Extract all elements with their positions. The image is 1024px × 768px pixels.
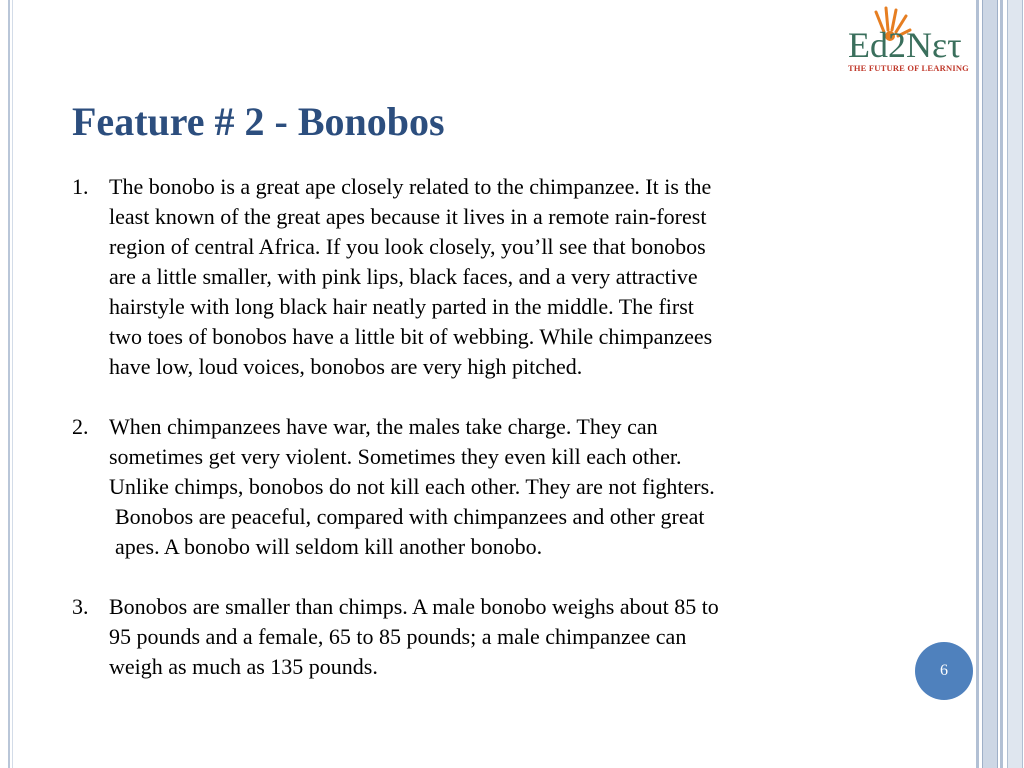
border-stripe — [976, 0, 979, 768]
right-decorative-border — [976, 0, 1024, 768]
text-line: two toes of bonobos have a little bit of webbing. While chimpanzees — [109, 324, 713, 349]
list-item — [72, 592, 932, 682]
border-stripe — [1007, 0, 1023, 768]
text-line: Bonobos are peaceful, compared with chimpanzees and other great — [115, 504, 705, 529]
list-item-number: 2. — [72, 414, 89, 439]
text-line: 95 pounds and a female, 65 to 85 pounds; a male chimpanzee can — [109, 624, 687, 649]
border-stripe — [1000, 0, 1003, 768]
text-line: When chimpanzees have war, the males take charge. They can — [109, 414, 658, 439]
text-line: Unlike chimps, bonobos do not kill each other. They are not fighters. — [109, 474, 715, 499]
page-number-badge: 6 — [915, 642, 973, 700]
logo-wordmark: Ed2Nετ — [848, 25, 962, 65]
list-item-text — [109, 592, 932, 682]
slide-title: Feature # 2 - Bonobos — [72, 99, 445, 144]
list-item — [72, 172, 932, 382]
ed2net-logo — [846, 2, 982, 78]
text-line: The bonobo is a great ape closely related to the chimpanzee. It is the — [109, 174, 712, 199]
text-line: region of central Africa. If you look closely, you’ll see that bonobos — [109, 234, 706, 259]
text-line: sometimes get very violent. Sometimes they even kill each other. — [109, 444, 682, 469]
list-item-text — [109, 172, 932, 382]
border-stripe — [982, 0, 998, 768]
left-frame-line — [8, 0, 10, 768]
text-line: apes. A bonobo will seldom kill another bonobo. — [115, 534, 543, 559]
left-frame-line-inner — [12, 0, 13, 768]
text-line: least known of the great apes because it lives in a remote rain-forest — [109, 204, 707, 229]
text-line: Bonobos are smaller than chimps. A male bonobo weighs about 85 to — [109, 594, 719, 619]
paragraph-gap — [72, 382, 932, 412]
text-line: hairstyle with long black hair neatly parted in the middle. The first — [109, 294, 694, 319]
text-line: have low, loud voices, bonobos are very high pitched. — [109, 354, 583, 379]
logo-tagline: THE FUTURE OF LEARNING — [848, 63, 969, 73]
numbered-list — [72, 172, 932, 682]
text-line: are a little smaller, with pink lips, black faces, and a very attractive — [109, 264, 698, 289]
list-item-number: 1. — [72, 174, 89, 199]
text-line: weigh as much as 135 pounds. — [109, 654, 378, 679]
list-item — [72, 412, 932, 562]
list-item-number: 3. — [72, 594, 89, 619]
paragraph-gap — [72, 562, 932, 592]
list-item-text — [109, 412, 932, 562]
